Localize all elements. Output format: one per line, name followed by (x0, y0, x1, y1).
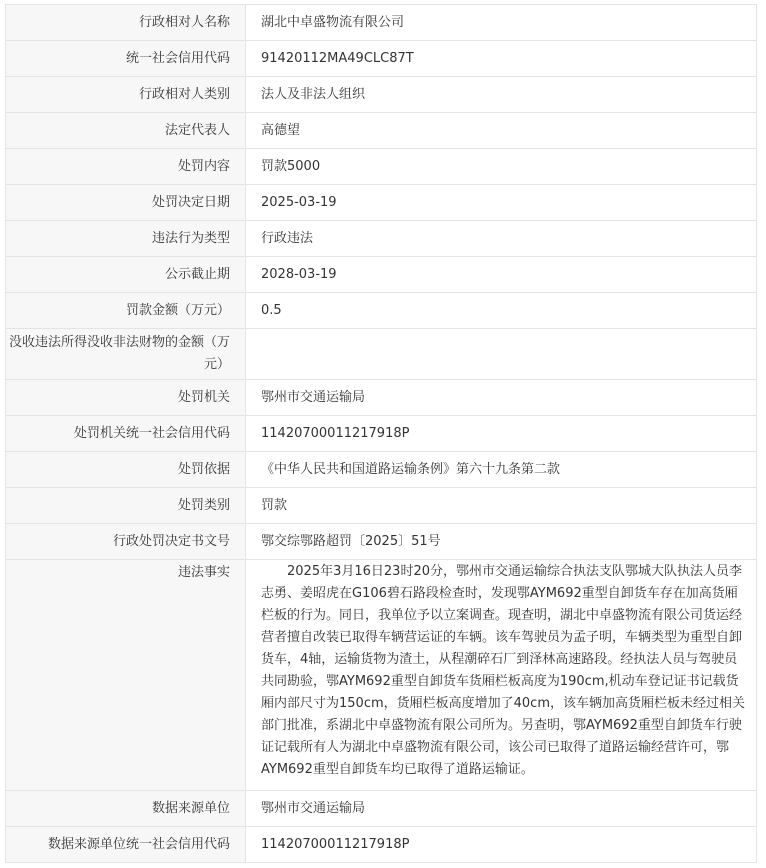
label-penalty-category: 处罚类别 (6, 488, 246, 524)
value-data-source-credit-code: 11420700011217918P (246, 827, 757, 863)
row-legal-rep (6, 113, 757, 149)
label-legal-rep: 法定代表人 (6, 113, 246, 149)
row-violation-facts (6, 560, 757, 791)
row-confiscation-amount (6, 329, 757, 380)
value-penalty-content: 罚款5000 (246, 149, 757, 185)
label-decision-date: 处罚决定日期 (6, 185, 246, 221)
value-party-category: 法人及非法人组织 (246, 77, 757, 113)
row-penalty-content (6, 149, 757, 185)
value-data-source: 鄂州市交通运输局 (246, 791, 757, 827)
label-violation-type: 违法行为类型 (6, 221, 246, 257)
row-penalty-basis (6, 452, 757, 488)
value-fine-amount: 0.5 (246, 293, 757, 329)
value-publicity-deadline: 2028-03-19 (246, 257, 757, 293)
label-data-source: 数据来源单位 (6, 791, 246, 827)
row-decision-date (6, 185, 757, 221)
label-party-category: 行政相对人类别 (6, 77, 246, 113)
label-credit-code: 统一社会信用代码 (6, 41, 246, 77)
value-violation-facts: 2025年3月16日23时20分，鄂州市交通运输综合执法支队鄂城大队执法人员李志勇、姜昭虎在G106碧石路段检查时，发现鄂AYM692重型自卸货车存在加高货厢栏板的行为。同日，我单位予以立案调查。现查明，湖北中卓盛物流有限公司货运经营者擅自改装已取得车辆营运证的车辆。该车驾驶员为孟子明，车辆类型为重型自卸货车，4轴，运输货物为渣土，从程潮碎石厂到泽林高速路段。经执法人员与驾驶员共同勘验，鄂AYM692重型自卸货车货厢栏板高度为190cm,机动车登记证书记载货厢内部尺寸为150cm，货厢栏板高度增加了40cm，该车辆加高货厢栏板未经过相关部门批准，系湖北中卓盛物流有限公司所为。另查明，鄂AYM692重型自卸货车行驶证记载所有人为湖北中卓盛物流有限公司，该公司已取得了道路运输经营许可，鄂AYM692重型自卸货车均已取得了道路运输证。 (246, 560, 757, 791)
row-party-name (6, 5, 757, 41)
value-legal-rep: 高德望 (246, 113, 757, 149)
label-confiscation-amount: 没收违法所得没收非法财物的金额（万元） (6, 329, 246, 380)
value-decision-number: 鄂交综鄂路超罚〔2025〕51号 (246, 524, 757, 560)
row-penalty-authority (6, 380, 757, 416)
row-credit-code (6, 41, 757, 77)
label-authority-credit-code: 处罚机关统一社会信用代码 (6, 416, 246, 452)
value-credit-code: 91420112MA49CLC87T (246, 41, 757, 77)
value-penalty-authority: 鄂州市交通运输局 (246, 380, 757, 416)
value-authority-credit-code: 11420700011217918P (246, 416, 757, 452)
row-fine-amount (6, 293, 757, 329)
row-publicity-deadline (6, 257, 757, 293)
row-decision-number (6, 524, 757, 560)
row-authority-credit-code (6, 416, 757, 452)
row-data-source (6, 791, 757, 827)
row-penalty-category (6, 488, 757, 524)
label-penalty-basis: 处罚依据 (6, 452, 246, 488)
label-penalty-authority: 处罚机关 (6, 380, 246, 416)
value-confiscation-amount (246, 329, 757, 380)
row-violation-type (6, 221, 757, 257)
value-violation-type: 行政违法 (246, 221, 757, 257)
row-data-source-credit-code (6, 827, 757, 863)
label-publicity-deadline: 公示截止期 (6, 257, 246, 293)
value-penalty-category: 罚款 (246, 488, 757, 524)
label-fine-amount: 罚款金额（万元） (6, 293, 246, 329)
value-decision-date: 2025-03-19 (246, 185, 757, 221)
row-party-category (6, 77, 757, 113)
label-decision-number: 行政处罚决定书文号 (6, 524, 246, 560)
label-violation-facts: 违法事实 (6, 560, 246, 791)
label-party-name: 行政相对人名称 (6, 5, 246, 41)
value-party-name: 湖北中卓盛物流有限公司 (246, 5, 757, 41)
label-penalty-content: 处罚内容 (6, 149, 246, 185)
value-penalty-basis: 《中华人民共和国道路运输条例》第六十九条第二款 (246, 452, 757, 488)
penalty-info-table (5, 4, 757, 863)
label-data-source-credit-code: 数据来源单位统一社会信用代码 (6, 827, 246, 863)
